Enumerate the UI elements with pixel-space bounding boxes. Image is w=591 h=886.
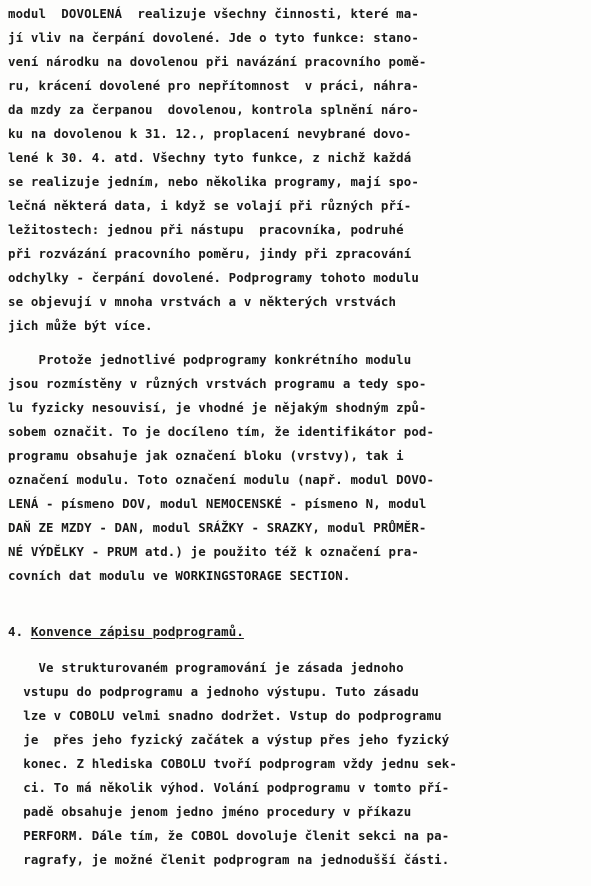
text-line: programu obsahuje jak označení bloku (vrstvy), tak i bbox=[8, 448, 404, 463]
section-number: 4. bbox=[8, 624, 24, 639]
text-line: da mzdy za čerpanou dovolenou, kontrola splnění náro- bbox=[8, 102, 419, 117]
text-line: sobem označit. To je docíleno tím, že identifikátor pod- bbox=[8, 424, 435, 439]
text-line: NÉ VÝDĚLKY - PRUM atd.) je použito též k označení pra- bbox=[8, 544, 419, 559]
text-line: lené k 30. 4. atd. Všechny tyto funkce, z nichž každá bbox=[8, 150, 412, 165]
section-heading bbox=[8, 624, 244, 640]
text-line: lze v COBOLU velmi snadno dodržet. Vstup do podprogramu bbox=[8, 708, 442, 723]
text-line: vení národku na dovolenou při navázání pracovního pomě- bbox=[8, 54, 427, 69]
text-line: se objevují v mnoha vrstvách a v některých vrstvách bbox=[8, 294, 397, 309]
text-line: PERFORM. Dále tím, že COBOL dovoluje členit sekci na pa- bbox=[8, 828, 450, 843]
text-line: LENÁ - písmeno DOV, modul NEMOCENSKÉ - písmeno N, modul bbox=[8, 496, 427, 511]
text-line: jich může být více. bbox=[8, 318, 153, 333]
text-line: při rozvázání pracovního poměru, jindy při zpracování bbox=[8, 246, 412, 261]
text-line: lečná některá data, i když se volají při různých pří- bbox=[8, 198, 412, 213]
text-line: covních dat modulu ve WORKINGSTORAGE SECTION. bbox=[8, 568, 351, 583]
text-line: jí vliv na čerpání dovolené. Jde o tyto funkce: stano- bbox=[8, 30, 419, 45]
text-line: je přes jeho fyzický začátek a výstup přes jeho fyzický bbox=[8, 732, 450, 747]
text-line: lu fyzicky nesouvisí, je vhodné je nějakým shodným způ- bbox=[8, 400, 427, 415]
text-line: vstupu do podprogramu a jednoho výstupu. Tuto zásadu bbox=[8, 684, 419, 699]
text-line: jsou rozmístěny v různých vrstvách programu a tedy spo- bbox=[8, 376, 427, 391]
text-line: označení modulu. Toto označení modulu (např. modul DOVO- bbox=[8, 472, 435, 487]
text-line: padě obsahuje jenom jedno jméno procedury v příkazu bbox=[8, 804, 412, 819]
text-line: modul DOVOLENÁ realizuje všechny činnosti, které ma- bbox=[8, 6, 419, 21]
text-line: konec. Z hlediska COBOLU tvoří podprogram vždy jednu sek- bbox=[8, 756, 457, 771]
text-line: ci. To má několik výhod. Volání podprogramu v tomto pří- bbox=[8, 780, 450, 795]
text-line: ku na dovolenou k 31. 12., proplacení nevybrané dovo- bbox=[8, 126, 412, 141]
text-line: ragrafy, je možné členit podprogram na jednodušší části. bbox=[8, 852, 450, 867]
text-line: ru, krácení dovolené pro nepřítomnost v práci, náhra- bbox=[8, 78, 419, 93]
text-line: Protože jednotlivé podprogramy konkrétního modulu bbox=[8, 352, 412, 367]
section-title: Konvence zápisu podprogramů. bbox=[30, 624, 244, 639]
text-line: ležitostech: jednou při nástupu pracovníka, podruhé bbox=[8, 222, 404, 237]
text-line: se realizuje jedním, nebo několika programy, mají spo- bbox=[8, 174, 419, 189]
text-line: odchylky - čerpání dovolené. Podprogramy tohoto modulu bbox=[8, 270, 419, 285]
text-line: Ve strukturovaném programování je zásada jednoho bbox=[8, 660, 404, 675]
text-line: DAŇ ZE MZDY - DAN, modul SRÁŽKY - SRAZKY, modul PRŮMĚR- bbox=[8, 520, 427, 535]
